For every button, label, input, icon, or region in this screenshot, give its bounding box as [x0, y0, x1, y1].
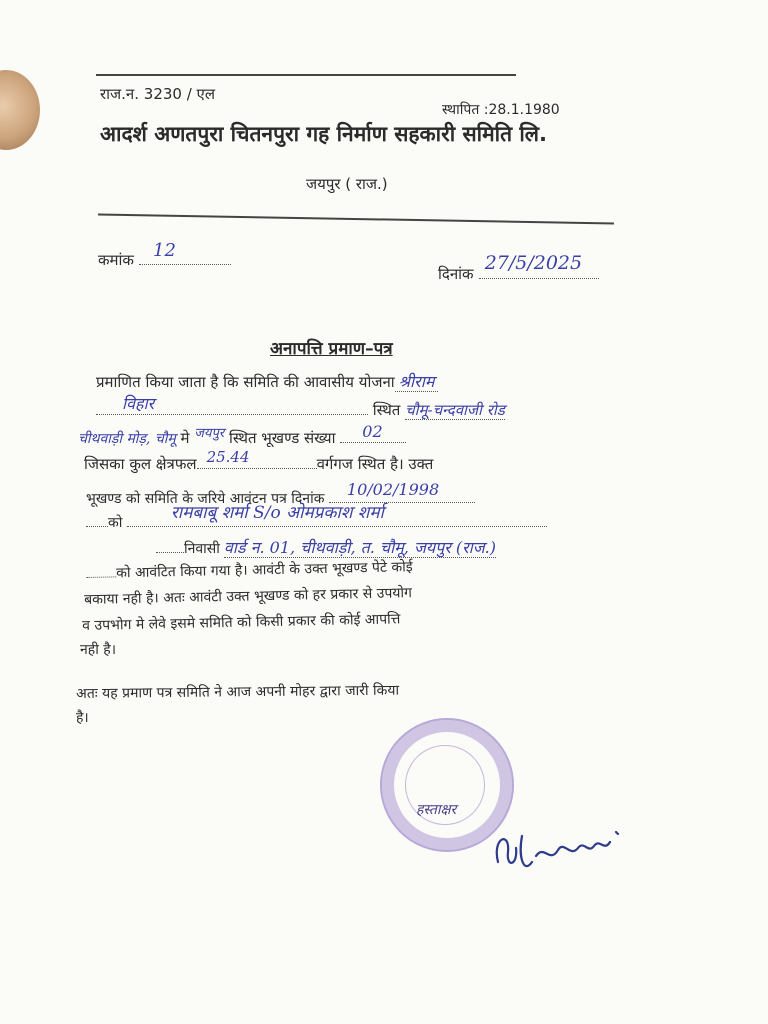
para-line-3: व उपभोग मे लेवे इसमे समिति को किसी प्रकार की कोई आपत्ति — [82, 611, 401, 634]
area-value: 25.44 — [206, 448, 250, 466]
allotment-text: भूखण्ड को समिति के जरिये आवंटन पत्र दिनांक — [86, 491, 325, 507]
scheme-name-field — [96, 396, 368, 415]
city-handwritten: जयपुर — [194, 426, 225, 441]
para-dots — [86, 564, 116, 578]
area-field — [197, 450, 317, 469]
area-label: जिसका कुल क्षेत्रफल — [84, 455, 197, 473]
allottee-field — [127, 503, 547, 527]
registration-number: राज.न. 3230 / एल — [100, 85, 216, 103]
location-road: चौमू-चन्दवाजी रोड — [405, 401, 505, 419]
allottee-name: रामबाबू शर्मा S/o ओमप्रकाश शर्मा — [170, 503, 384, 523]
society-name: आदर्श अणतपुरा चितनपुरा गह निर्माण सहकारी समिति लि. — [100, 122, 548, 146]
society-city: जयपुर ( राज.) — [306, 175, 388, 193]
to-dots — [86, 512, 108, 527]
plot-field — [340, 424, 406, 443]
established-date: स्थापित :28.1.1980 — [442, 102, 560, 118]
closing-line-1: अतः यह प्रमाण पत्र समिति ने आज अपनी मोहर द्वारा जारी किया — [76, 682, 400, 702]
header-rule — [98, 213, 614, 224]
closing-line-2: है। — [76, 710, 89, 726]
scheme-name-part1: श्रीराम — [395, 372, 439, 392]
body-line-7 — [156, 536, 496, 558]
date-field — [479, 252, 599, 279]
location-area: चीथवाड़ी मोड़, चौमू — [78, 431, 176, 447]
plot-number: 02 — [362, 422, 383, 441]
line1-prefix: प्रमाणित किया जाता है कि समिति की आवासीय योजना — [96, 373, 395, 391]
signature-label: हस्ताक्षर — [416, 802, 457, 818]
coin-object — [0, 70, 40, 150]
body-line-4 — [84, 450, 433, 474]
in-label: मे — [180, 429, 190, 447]
serial-field — [139, 240, 231, 265]
scheme-name-part2: विहार — [122, 394, 155, 413]
address-value: वार्ड न. 01, चीथवाड़ी, त. चौमू, जयपुर (राज.) — [223, 538, 496, 557]
serial-label: कमांक — [98, 251, 134, 269]
resident-label: निवासी — [184, 541, 220, 557]
para-line-1-text: को आवंटित किया गया है। आवंटी के उक्त भूखण्ड पेटे कोई — [116, 559, 413, 582]
located-label: स्थित — [372, 401, 401, 419]
plot-label: स्थित भूखण्ड संख्या — [228, 429, 336, 447]
body-line-3 — [78, 424, 406, 448]
body-line-6 — [86, 503, 547, 532]
body-line-2 — [96, 396, 505, 420]
body-line-1 — [96, 370, 438, 392]
date-label: दिनांक — [438, 265, 474, 283]
resident-dots — [156, 538, 184, 553]
date-value: 27/5/2025 — [484, 252, 583, 274]
para-line-2: बकाया नही है। अतः आवंटी उक्त भूखण्ड को हर प्रकार से उपयोग — [84, 585, 413, 608]
para-line-1 — [86, 557, 413, 583]
allotment-date: 10/02/1998 — [346, 480, 440, 499]
signature-scribble — [488, 818, 628, 880]
area-suffix: वर्गगज स्थित है। उक्त — [316, 455, 434, 473]
serial-value: 12 — [153, 240, 176, 261]
para-line-4: नही है। — [80, 642, 117, 658]
serial-number-row — [98, 240, 231, 270]
certificate-title: अनापत्ति प्रमाण–पत्र — [270, 339, 393, 359]
top-rule — [96, 74, 516, 76]
to-label: को — [108, 515, 123, 531]
date-row — [438, 252, 599, 284]
